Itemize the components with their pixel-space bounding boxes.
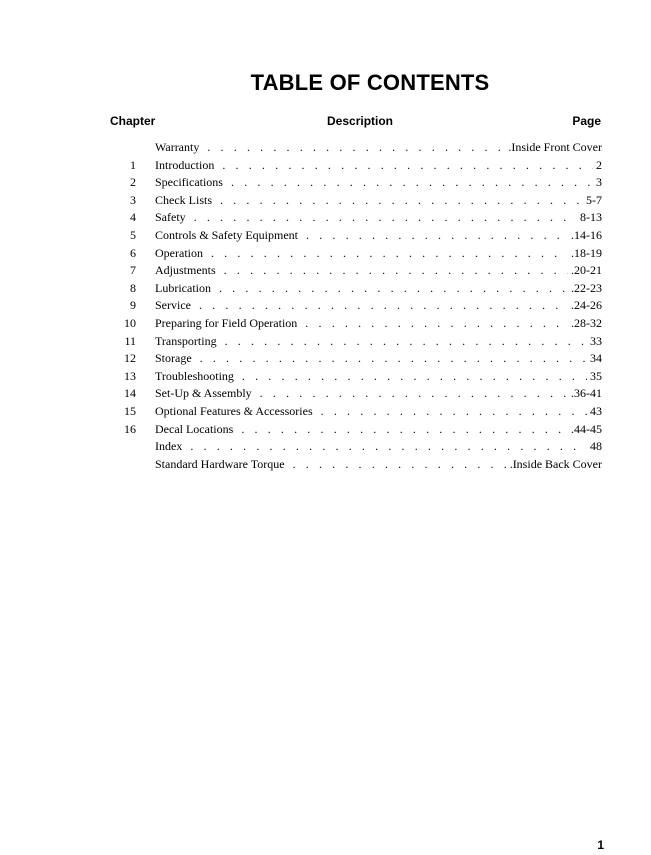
column-header-page: Page xyxy=(572,114,601,128)
toc-row xyxy=(100,192,602,210)
toc-row xyxy=(100,438,602,456)
toc-title: Set-Up & Assembly xyxy=(155,386,252,401)
toc-row xyxy=(100,403,602,421)
toc-page-ref: .36-41 xyxy=(571,386,602,401)
toc-chapter-number: 9 xyxy=(130,298,136,313)
toc-chapter-number: 11 xyxy=(124,333,136,348)
column-header-description: Description xyxy=(327,114,394,128)
toc-title: Transporting xyxy=(155,333,217,348)
toc-row xyxy=(100,227,602,245)
toc-chapter-number: 15 xyxy=(124,403,136,418)
toc-row xyxy=(100,421,602,439)
toc-row xyxy=(100,385,602,403)
toc-page-ref: 2 xyxy=(596,157,602,172)
dot-leader xyxy=(199,297,568,315)
toc-page-ref: .Inside Front Cover xyxy=(508,140,602,154)
toc-title: Specifications xyxy=(155,175,223,190)
dot-leader xyxy=(194,209,577,227)
toc-row xyxy=(100,174,602,192)
toc-row xyxy=(100,262,602,280)
toc-row xyxy=(100,139,602,157)
toc-page-ref: .22-23 xyxy=(571,280,602,295)
dot-leader xyxy=(306,227,568,245)
toc-row xyxy=(100,245,602,263)
toc-chapter-number: 10 xyxy=(124,315,136,330)
toc-page-ref: 3 xyxy=(596,175,602,190)
toc-title: Index xyxy=(155,439,183,454)
toc-page-ref: .28-32 xyxy=(571,315,602,330)
dot-leader xyxy=(231,174,593,192)
column-header-chapter: Chapter xyxy=(110,114,156,128)
toc-chapter-number: 16 xyxy=(124,421,136,436)
toc-row xyxy=(100,209,602,227)
toc-title: Optional Features & Accessories xyxy=(155,403,313,418)
dot-leader xyxy=(219,280,568,298)
dot-leader xyxy=(225,333,587,351)
toc-page-ref: .24-26 xyxy=(571,298,602,313)
toc-page-ref: .20-21 xyxy=(571,263,602,278)
toc-chapter-number: 1 xyxy=(130,157,136,172)
toc-row xyxy=(100,297,602,315)
toc-title: Safety xyxy=(155,210,186,225)
dot-leader xyxy=(220,192,583,210)
dot-leader xyxy=(293,456,507,474)
toc-row xyxy=(100,315,602,333)
dot-leader xyxy=(222,157,593,175)
toc-chapter-number: 2 xyxy=(130,175,136,190)
toc-row xyxy=(100,280,602,298)
toc-page-ref: 48 xyxy=(590,439,602,454)
toc-chapter-number: 8 xyxy=(130,280,136,295)
dot-leader xyxy=(241,421,568,439)
toc-page-ref: .14-16 xyxy=(571,227,602,242)
toc-title: Operation xyxy=(155,245,203,260)
toc-title: Lubrication xyxy=(155,280,211,295)
dot-leader xyxy=(200,350,587,368)
page-title: TABLE OF CONTENTS xyxy=(250,70,490,95)
page-number: 1 xyxy=(597,838,604,852)
toc-row xyxy=(100,157,602,175)
toc-chapter-number: 6 xyxy=(130,245,136,260)
dot-leader xyxy=(305,315,568,333)
toc-title: Warranty xyxy=(155,140,200,154)
toc-title: Decal Locations xyxy=(155,421,234,436)
toc-chapter-number: 5 xyxy=(130,227,136,242)
dot-leader xyxy=(211,245,568,263)
toc-title: Troubleshooting xyxy=(155,368,234,383)
dot-leader xyxy=(190,438,587,456)
toc-title: Preparing for Field Operation xyxy=(155,315,298,330)
toc-page-ref: 8-13 xyxy=(580,210,602,225)
toc-chapter-number: 7 xyxy=(130,263,136,278)
toc-title: Storage xyxy=(155,351,192,366)
dot-leader xyxy=(260,385,568,403)
toc-chapter-number: 12 xyxy=(124,351,136,366)
toc-page-ref: .Inside Back Cover xyxy=(509,456,602,471)
toc-row xyxy=(100,368,602,386)
toc-title: Introduction xyxy=(155,157,215,172)
toc-title: Service xyxy=(155,298,191,313)
toc-chapter-number: 13 xyxy=(124,368,136,383)
dot-leader xyxy=(242,368,587,386)
toc-chapter-number: 14 xyxy=(124,386,136,401)
dot-leader xyxy=(224,262,568,280)
toc-title: Controls & Safety Equipment xyxy=(155,227,298,242)
toc-chapter-number: 3 xyxy=(130,192,136,207)
toc-row xyxy=(100,333,602,351)
toc-list xyxy=(100,139,602,473)
dot-leader xyxy=(207,139,505,157)
toc-page-ref: 43 xyxy=(590,403,602,418)
toc-page-ref: 34 xyxy=(590,351,602,366)
toc-row xyxy=(100,456,602,474)
toc-title: Adjustments xyxy=(155,263,216,278)
toc-page-ref: .44-45 xyxy=(571,421,602,436)
toc-row xyxy=(100,350,602,368)
toc-chapter-number: 4 xyxy=(130,210,136,225)
toc-page-ref: .18-19 xyxy=(571,245,602,260)
toc-title: Check Lists xyxy=(155,192,212,207)
dot-leader xyxy=(321,403,587,421)
toc-page-ref: 5-7 xyxy=(586,192,602,207)
toc-title: Standard Hardware Torque xyxy=(155,456,285,471)
toc-page-ref: 33 xyxy=(590,333,602,348)
toc-page-ref: 35 xyxy=(590,368,602,383)
